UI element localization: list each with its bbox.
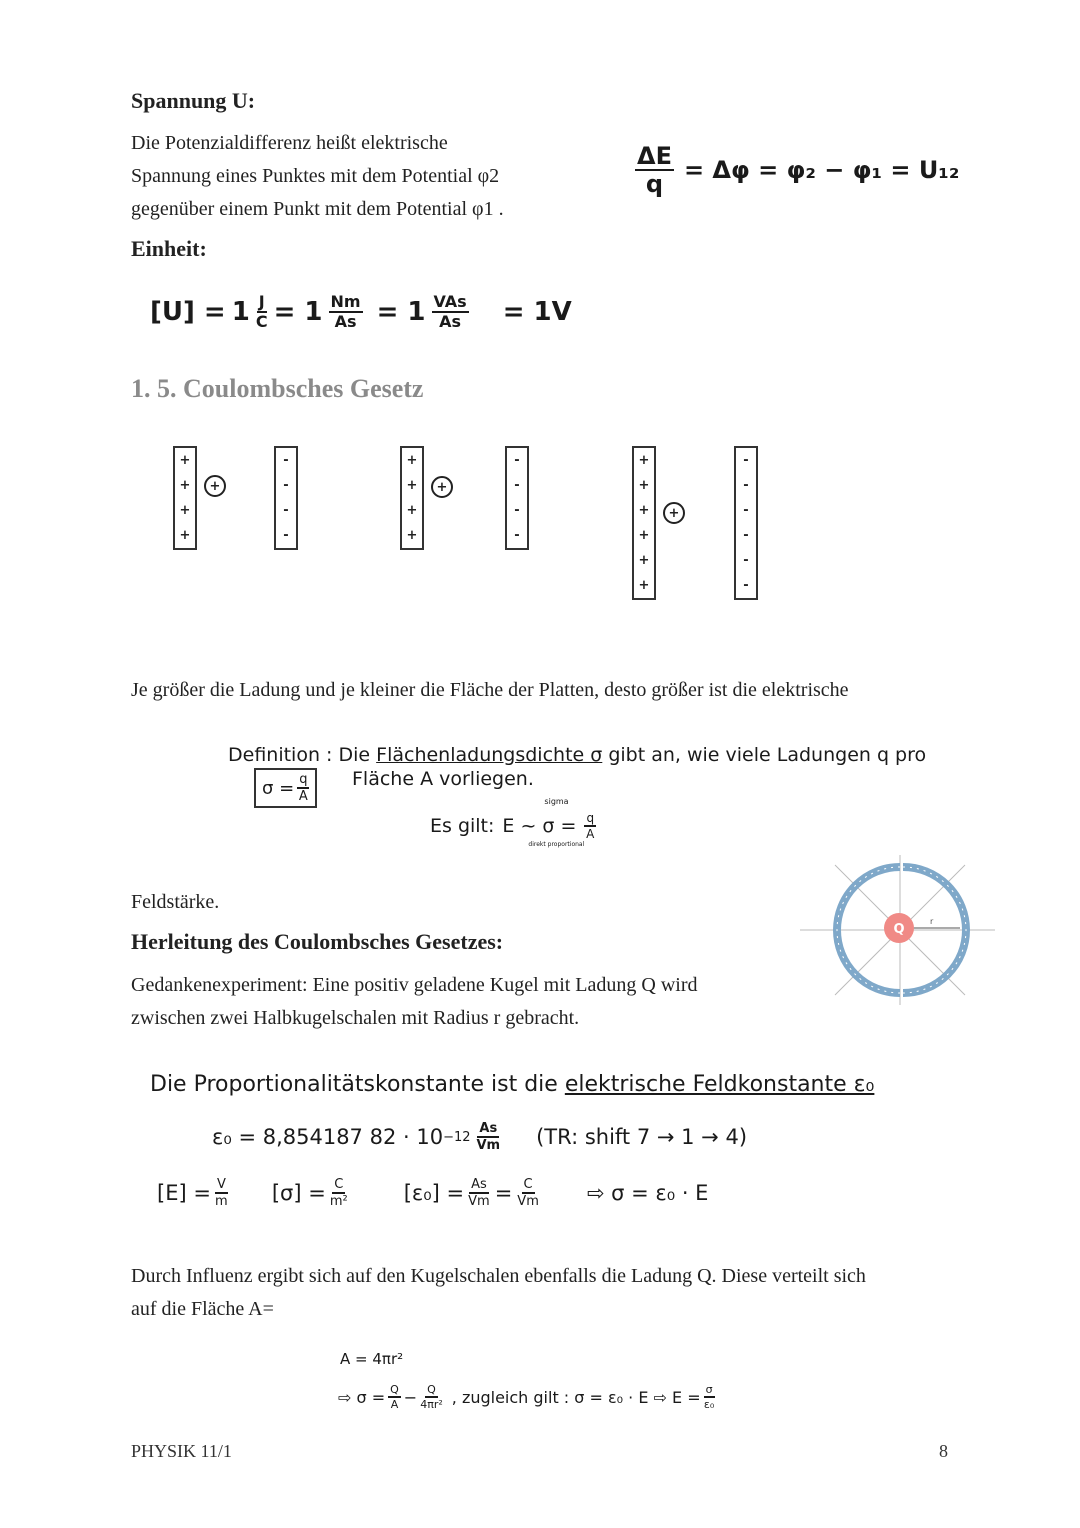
spannung-line: gegenüber einem Punkt mit dem Potential φ1 . <box>131 198 504 220</box>
sigma-result: ⇨ σ = ε₀ · E <box>586 1181 709 1205</box>
definition-line-2: Fläche A vorliegen. <box>352 768 534 790</box>
herleitung-line: Gedankenexperiment: Eine positiv geladene Kugel mit Ladung Q wird <box>131 974 698 996</box>
radius-label: r <box>930 917 934 926</box>
spannung-line: Spannung eines Punktes mit dem Potential φ2 <box>131 165 500 187</box>
feldkonstante-term: elektrische Feldkonstante ε₀ <box>564 1072 875 1097</box>
positive-charge-icon: + <box>204 475 226 497</box>
proportional-note: direkt proportional <box>528 841 585 848</box>
negative-plate: - - - - <box>505 446 529 550</box>
positive-charge-icon: + <box>431 476 453 498</box>
herleitung-line: zwischen zwei Halbkugelschalen mit Radius r gebracht. <box>131 1007 580 1029</box>
positive-plate: + + + + <box>400 446 424 550</box>
feldstaerke-text: Feldstärke. <box>131 891 220 913</box>
epsilon-value: ε₀ = 8,854187 82 · 10 −12 $\frac{As}{Vm}$ (TR: shift 7 → 1 → 4) <box>212 1121 748 1153</box>
sphere-diagram <box>800 855 1000 1005</box>
influenz-line: Durch Influenz ergibt sich auf den Kugelschalen ebenfalls die Ladung Q. Diese verteilt sich <box>131 1265 866 1287</box>
definition-line: Definition : Die Flächenladungsdichte σ gibt an, wie viele Ladungen q pro <box>228 744 927 766</box>
konstante-line: Die Proportionalitätskonstante ist die elektrische Feldkonstante ε₀ <box>150 1072 875 1097</box>
definition-term: Flächenladungsdichte σ <box>376 744 603 766</box>
potential-formula <box>635 144 959 196</box>
positive-charge-icon: + <box>663 502 685 524</box>
units-row: [E] = $\frac{V}{m}$ [σ] = $\frac{C}{\text{m²}}$ [ε₀] = $\frac{As}{Vm}$ = $\frac{C}{Vm}$ ⇨ σ = ε₀ · E <box>157 1177 709 1209</box>
sigma-definition-box: σ = $\frac{q}{A}$ <box>254 768 317 808</box>
charge-area-text: Je größer die Ladung und je kleiner die Fläche der Platten, desto größer ist die elektrische <box>131 679 849 701</box>
negative-plate: - - - - <box>274 446 298 550</box>
unit-fraction-nm-as: $\frac{Nm}{As}$ <box>330 292 361 331</box>
footer-course: PHYSIK 11/1 <box>131 1441 232 1461</box>
spannung-heading: Spannung U: <box>131 88 256 113</box>
es-gilt-relation: Es gilt: E ~ σ = sigma direkt proportional $\frac{q}{A}$ <box>430 797 595 848</box>
spannung-line: Die Potenzialdifferenz heißt elektrische <box>131 132 448 154</box>
herleitung-paragraph <box>131 969 698 1035</box>
sigma-note: sigma <box>544 797 569 806</box>
einheit-label: Einheit: <box>131 236 207 261</box>
sphere-area-formula: A = 4πr² <box>340 1350 404 1368</box>
influenz-line: auf die Fläche A= <box>131 1298 274 1320</box>
tr-note: (TR: shift 7 → 1 → 4) <box>536 1125 748 1149</box>
charge-label: Q <box>893 922 905 937</box>
negative-plate-large: - - - - - - <box>734 446 758 600</box>
positive-plate-large: + + + + + + <box>632 446 656 600</box>
section-title: 1. 5. Coulombsches Gesetz <box>131 374 424 403</box>
influenz-paragraph <box>131 1260 866 1326</box>
potential-formula-rest: = Δφ = φ₂ − φ₁ = U₁₂ <box>683 156 960 184</box>
herleitung-heading: Herleitung des Coulombsches Gesetzes: <box>131 929 504 954</box>
field-derivation: ⇨ σ = $\frac{Q}{A}$ − $\frac{Q}{\text{4πr²}}$ , zugleich gilt : σ = ε₀ · E ⇨ E = $\frac{\sigma}{\text{ε₀}}$ <box>338 1383 715 1411</box>
page-number: 8 <box>939 1441 948 1461</box>
spannung-paragraph <box>131 127 504 226</box>
positive-plate: + + + + <box>173 446 197 550</box>
unit-fraction-j-c: $\frac{J}{C}$ <box>255 292 268 331</box>
unit-equation: [U] = 1 $\frac{J}{C}$ = 1 $\frac{Nm}{As}$ = 1 $\frac{\text{VAs}}{As}$ = 1V <box>150 292 572 331</box>
unit-fraction-vas-as: $\frac{\text{VAs}}{As}$ <box>433 292 467 331</box>
delta-e-over-q: $\frac{\Delta E}{q}$ <box>637 142 672 198</box>
definition-label: Definition : <box>228 744 333 766</box>
